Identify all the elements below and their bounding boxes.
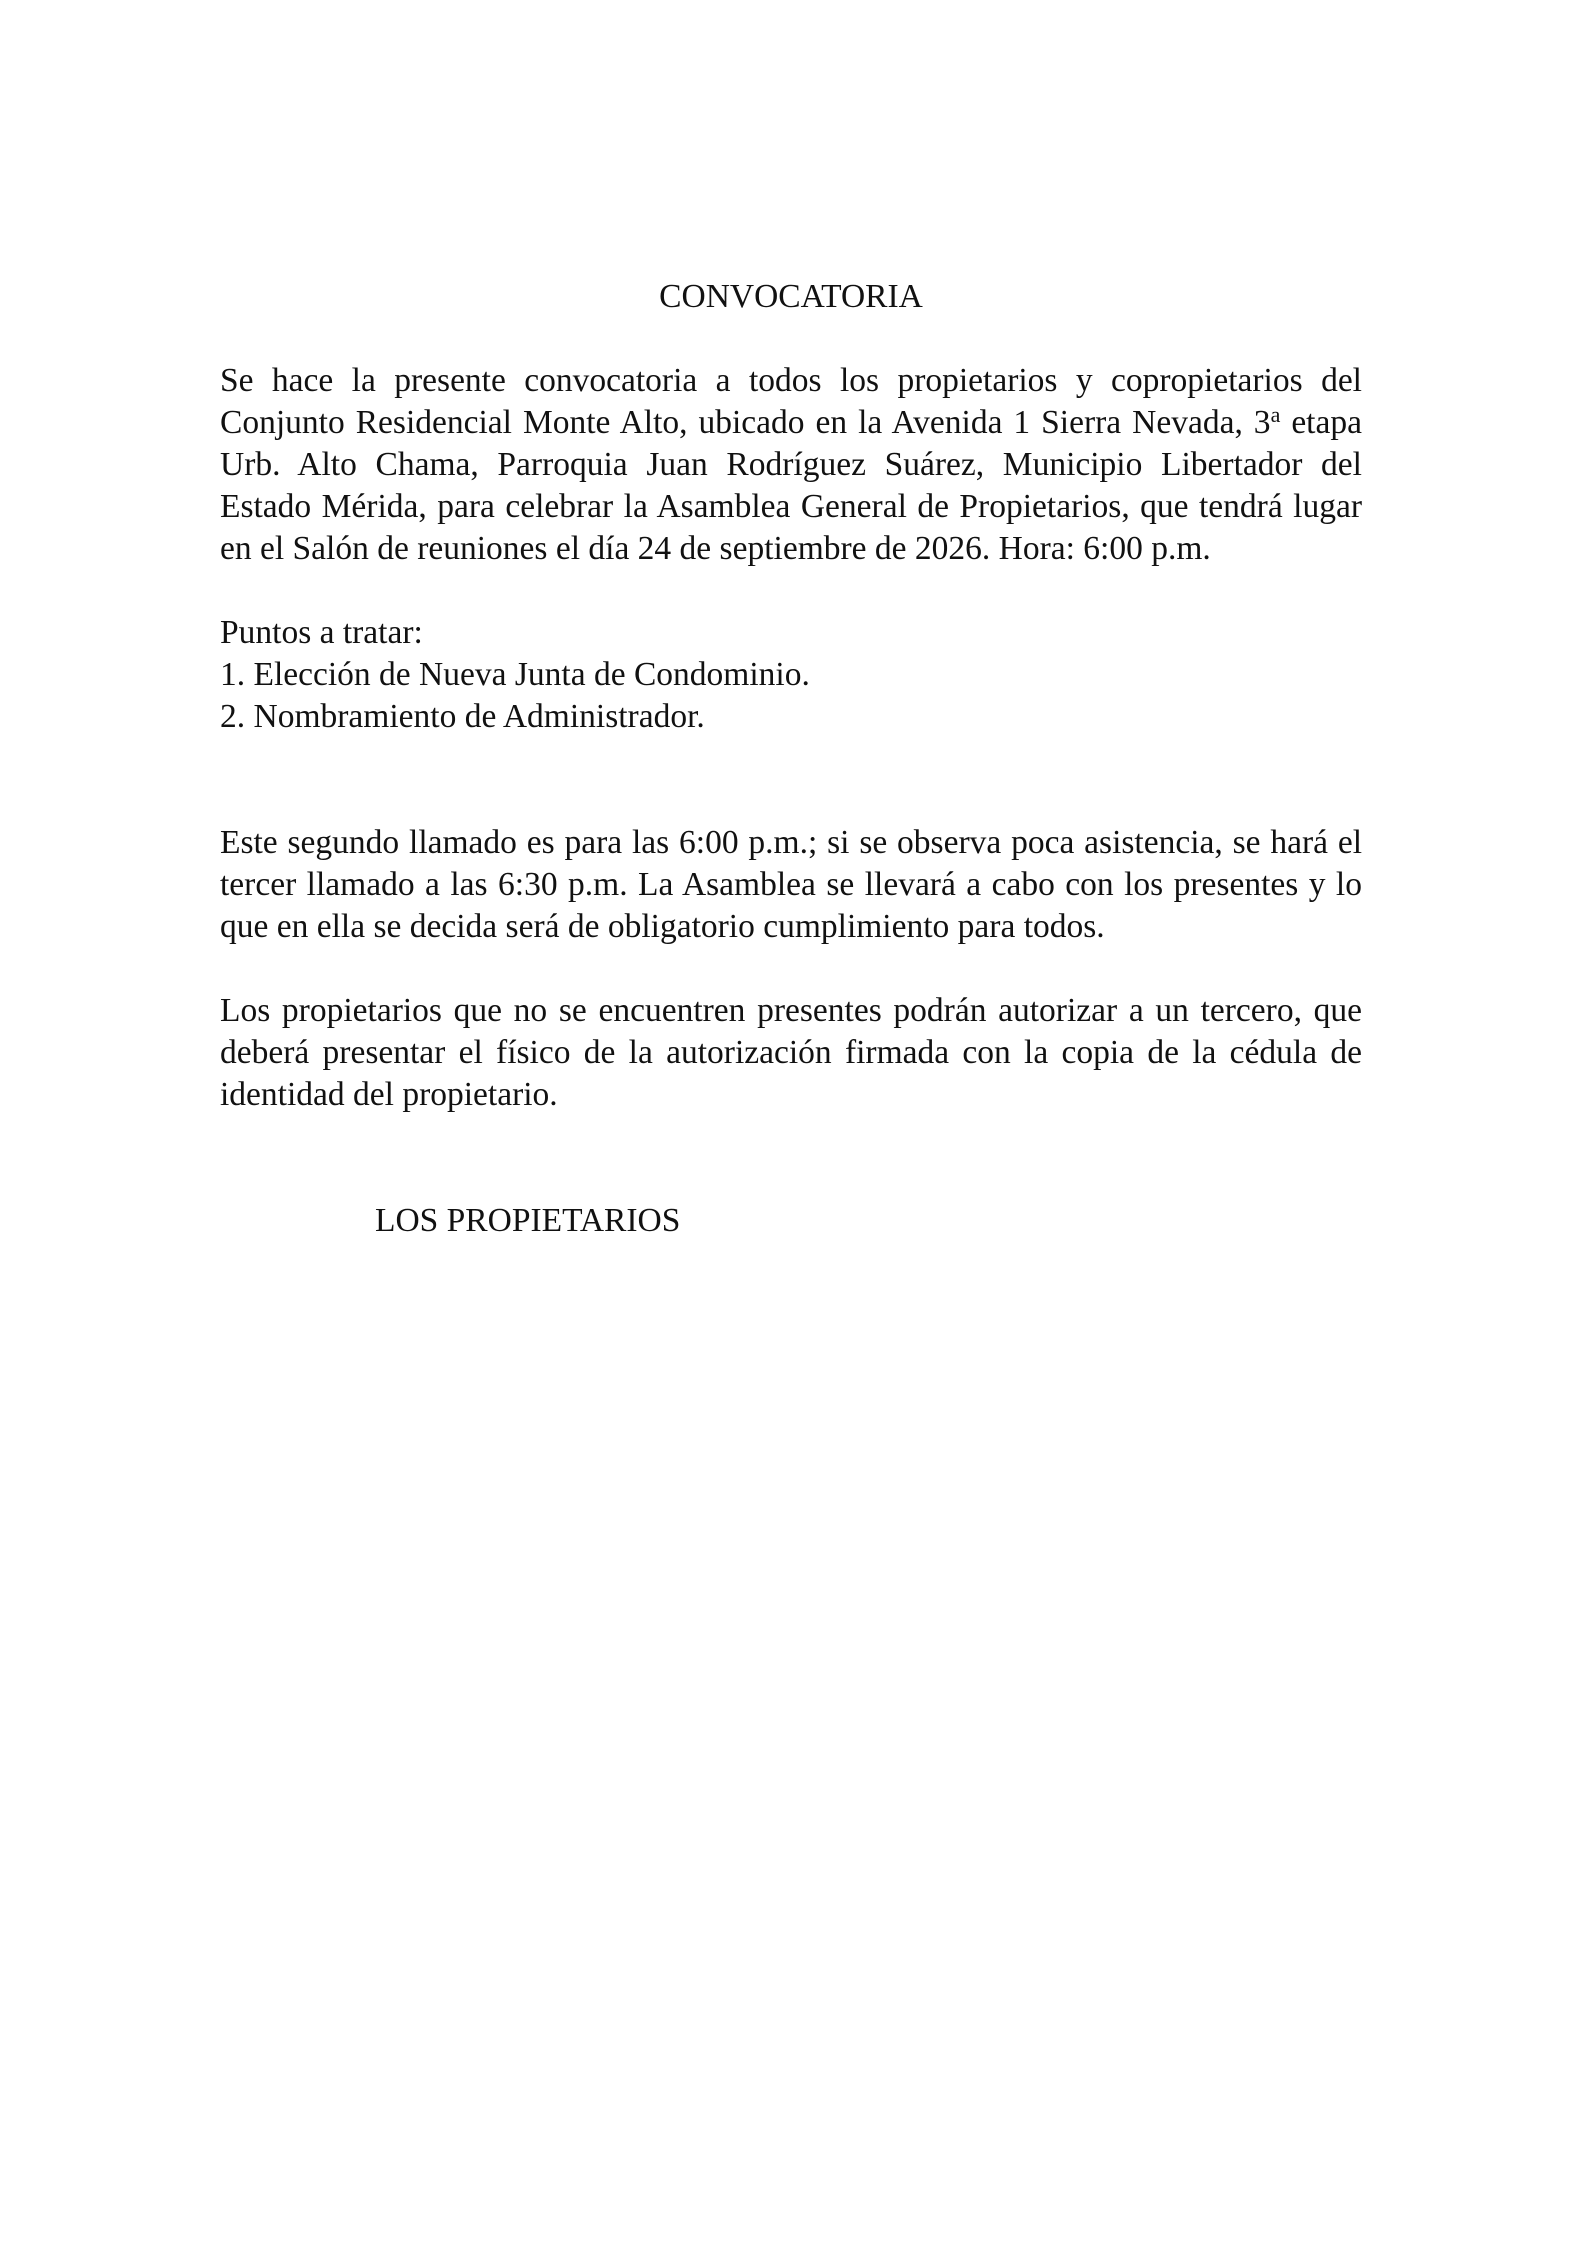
- agenda-list: [220, 654, 1362, 738]
- second-call-paragraph: Este segundo llamado es para las 6:00 p.m.; si se observa poca asistencia, se hará el tercer llamado a las 6:30 p.m. La Asamblea se llevará a cabo con los presentes y lo que en ella se decida será de obligatorio cumplimiento para todos.: [220, 824, 1362, 945]
- spacer: [220, 948, 1362, 990]
- spacer: [220, 1116, 1362, 1200]
- signature: LOS PROPIETARIOS: [375, 1202, 681, 1239]
- intro-paragraph-text-rest: etapa Urb. Alto Chama, Parroquia Juan Rodríguez Suárez, Municipio Libertador del Estado Mérida, para celebrar la Asamblea General de Propietarios, que tendrá lugar en el Salón de reuniones el día 24 de septiembre de 2026. Hora: 6:00 p.m.: [220, 404, 1362, 567]
- intro-paragraph-text: Se hace la presente convocatoria a todos los propietarios y copropietarios del Conjunto Residencial Monte Alto, ubicado en la Avenida 1 Sierra Nevada, 3: [220, 362, 1362, 441]
- intro-paragraph: [220, 360, 1362, 570]
- spacer: [220, 570, 1362, 612]
- document-body: [220, 276, 1362, 1242]
- spacer: [220, 738, 1362, 822]
- agenda-item: 1. Elección de Nueva Junta de Condominio.: [220, 656, 810, 693]
- agenda-item: 2. Nombramiento de Administrador.: [220, 698, 705, 735]
- ordinal-superscript: a: [1270, 402, 1281, 427]
- proxy-paragraph: Los propietarios que no se encuentren presentes podrán autorizar a un tercero, que deberá presentar el físico de la autorización firmada con la copia de la cédula de identidad del propietario.: [220, 992, 1362, 1113]
- agenda-heading: Puntos a tratar:: [220, 614, 423, 651]
- document-title: CONVOCATORIA: [659, 278, 923, 315]
